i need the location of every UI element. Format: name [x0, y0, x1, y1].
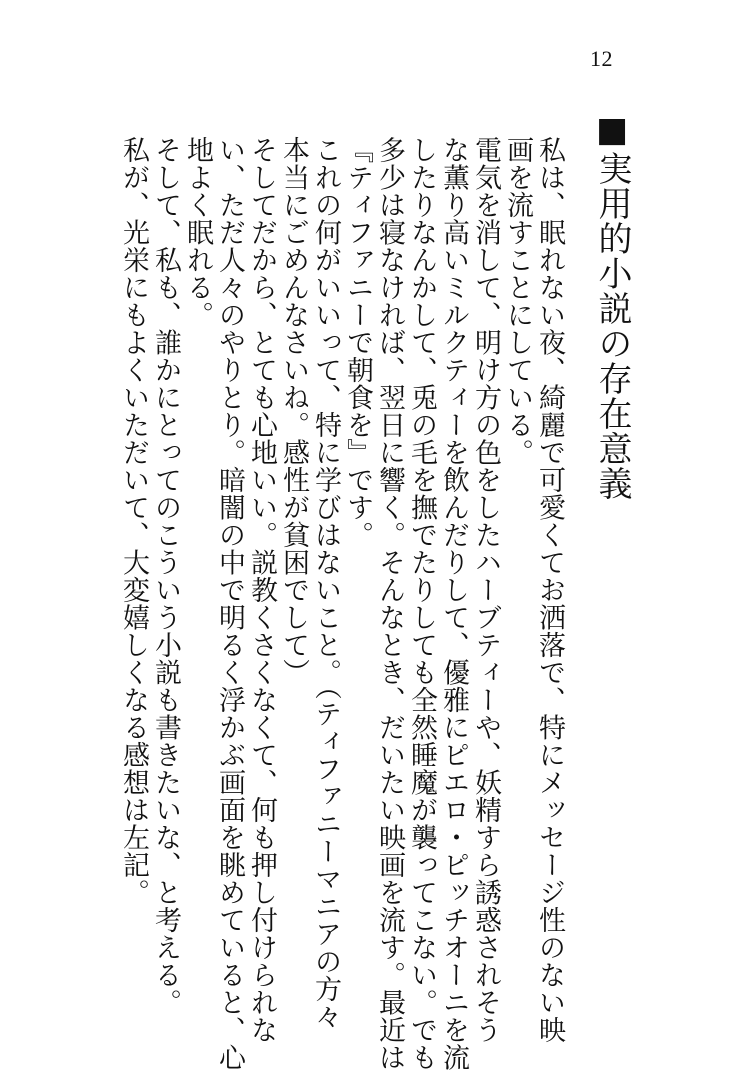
page-number: 12 [590, 46, 613, 71]
text-line: 電気を消して、明け方の色をしたハーブティーや、妖精すら誘惑されそう [470, 136, 501, 1044]
text-line: な薫り高いミルクティーを飲んだりして、優雅にピエロ・ピッチオーニを流 [438, 136, 469, 1071]
text-line: 多少は寝なければ、翌日に響く。そんなとき、だいたい映画を流す。最近は [374, 136, 405, 1071]
text-line: 私が、光栄にもよくいただいて、大変嬉しくなる感想は左記。 [118, 136, 149, 906]
text-line: したりなんかして、兎の毛を撫でたりしても全然睡魔が襲ってこない。でも [406, 136, 437, 1071]
text-line: これの何がいいって、特に学びはないこと。（ティファニーマニアの方々 [310, 136, 341, 1030]
text-line: 地よく眠れる。 [182, 136, 213, 329]
text-line: そして、私も、誰かにとってのこういう小説も書きたいな、と考える。 [150, 136, 181, 1016]
text-line: い、ただ人々のやりとり。暗闇の中で明るく浮かぶ画面を眺めていると、心 [214, 136, 245, 1071]
text-line: 本当にごめんなさいね。感性が貧困でして） [278, 136, 309, 686]
text-line: そしてだから、とても心地いい。説教くさくなくて、何も押し付けられな [246, 136, 277, 1044]
section-title: ■実用的小説の存在意義 [592, 110, 632, 501]
text-line: 画を流すことにしている。 [502, 136, 533, 466]
text-line: 私は、眠れない夜、綺麗で可愛くてお洒落で、特にメッセージ性のない映 [534, 136, 565, 1044]
text-line: 『ティファニーで朝食を』です。 [342, 136, 373, 549]
body-text [118, 136, 565, 1071]
